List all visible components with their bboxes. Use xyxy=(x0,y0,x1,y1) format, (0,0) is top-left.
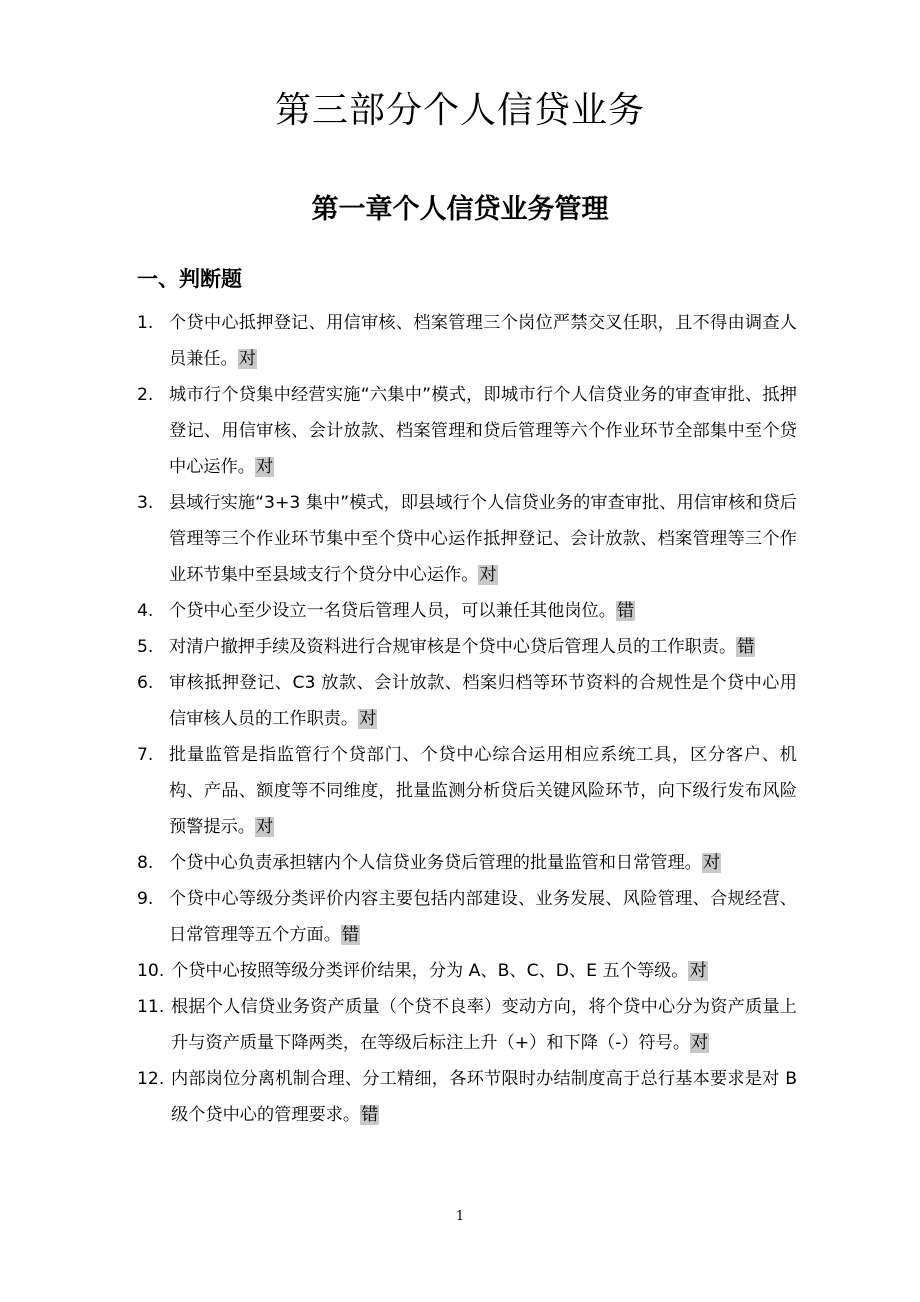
question-number: 9. xyxy=(137,889,154,909)
part-title: 第三部分个人信贷业务 xyxy=(274,90,645,131)
question-number: 5. xyxy=(137,637,154,657)
question-number: 10. xyxy=(137,961,165,981)
answer-mark: 错 xyxy=(737,637,755,657)
question-number: 12. xyxy=(137,1069,165,1089)
question-item xyxy=(137,305,797,377)
question-text: 内部岗位分离机制合理、分工精细，各环节限时办结制度高于总行基本要求是对 B 级个贷中心的管理要求。 xyxy=(171,1069,797,1125)
question-list xyxy=(137,305,797,1133)
question-number: 11. xyxy=(137,997,165,1017)
question-text: 个贷中心按照等级分类评价结果，分为 A、B、C、D、E 五个等级。 xyxy=(171,961,689,981)
question-item xyxy=(137,593,797,629)
question-item xyxy=(137,881,797,953)
answer-mark: 对 xyxy=(359,709,377,729)
answer-mark: 对 xyxy=(691,1033,709,1053)
answer-mark: 对 xyxy=(479,565,497,585)
question-number: 8. xyxy=(137,853,154,873)
answer-mark: 对 xyxy=(255,457,274,477)
question-text: 个贷中心抵押登记、用信审核、档案管理三个岗位严禁交叉任职，且不得由调查人员兼任。 xyxy=(169,313,797,369)
answer-mark: 对 xyxy=(689,961,707,981)
page-number: 1 xyxy=(455,1209,465,1224)
question-item xyxy=(137,1061,797,1133)
question-number: 6. xyxy=(137,673,154,693)
question-text: 根据个人信贷业务资产质量（个贷不良率）变动方向，将个贷中心分为资产质量上升与资产质量下降两类，在等级后标注上升（+）和下降（-）符号。 xyxy=(171,997,797,1053)
chapter-title: 第一章个人信贷业务管理 xyxy=(311,194,609,225)
question-text: 对清户撤押手续及资料进行合规审核是个贷中心贷后管理人员的工作职责。 xyxy=(169,637,737,657)
question-text: 个贷中心负责承担辖内个人信贷业务贷后管理的批量监管和日常管理。 xyxy=(169,853,702,873)
question-text: 县域行实施“3+3 集中”模式，即县域行个人信贷业务的审查审批、用信审核和贷后管理等三个作业环节集中至个贷中心运作抵押登记、会计放款、档案管理等三个作业环节集中至县域支行个贷分中心运作。 xyxy=(169,493,797,585)
question-text: 城市行个贷集中经营实施“六集中”模式，即城市行个人信贷业务的审查审批、抵押登记、用信审核、会计放款、档案管理和贷后管理等六个作业环节全部集中至个贷中心运作。 xyxy=(169,385,797,477)
question-item xyxy=(137,845,797,881)
answer-mark: 错 xyxy=(361,1105,379,1125)
question-item xyxy=(137,737,797,845)
question-item xyxy=(137,629,797,665)
question-item xyxy=(137,665,797,737)
question-number: 1. xyxy=(137,313,154,333)
question-text: 个贷中心等级分类评价内容主要包括内部建设、业务发展、风险管理、合规经营、日常管理等五个方面。 xyxy=(169,889,797,945)
section-title: 一、判断题 xyxy=(137,267,242,291)
question-number: 7. xyxy=(137,745,154,765)
answer-mark: 错 xyxy=(341,925,360,945)
answer-mark: 对 xyxy=(255,817,274,837)
question-number: 2. xyxy=(137,385,154,405)
question-item xyxy=(137,485,797,593)
answer-mark: 对 xyxy=(238,349,256,369)
question-text: 批量监管是指监管行个贷部门、个贷中心综合运用相应系统工具，区分客户、机构、产品、额度等不同维度，批量监测分析贷后关键风险环节，向下级行发布风险预警提示。 xyxy=(169,745,797,837)
answer-mark: 对 xyxy=(702,853,721,873)
answer-mark: 错 xyxy=(616,601,635,621)
question-item xyxy=(137,989,797,1061)
question-number: 3. xyxy=(137,493,154,513)
question-text: 审核抵押登记、C3 放款、会计放款、档案归档等环节资料的合规性是个贷中心用信审核人员的工作职责。 xyxy=(169,673,797,729)
question-item xyxy=(137,377,797,485)
question-item xyxy=(137,953,797,989)
question-number: 4. xyxy=(137,601,154,621)
question-text: 个贷中心至少设立一名贷后管理人员，可以兼任其他岗位。 xyxy=(169,601,616,621)
